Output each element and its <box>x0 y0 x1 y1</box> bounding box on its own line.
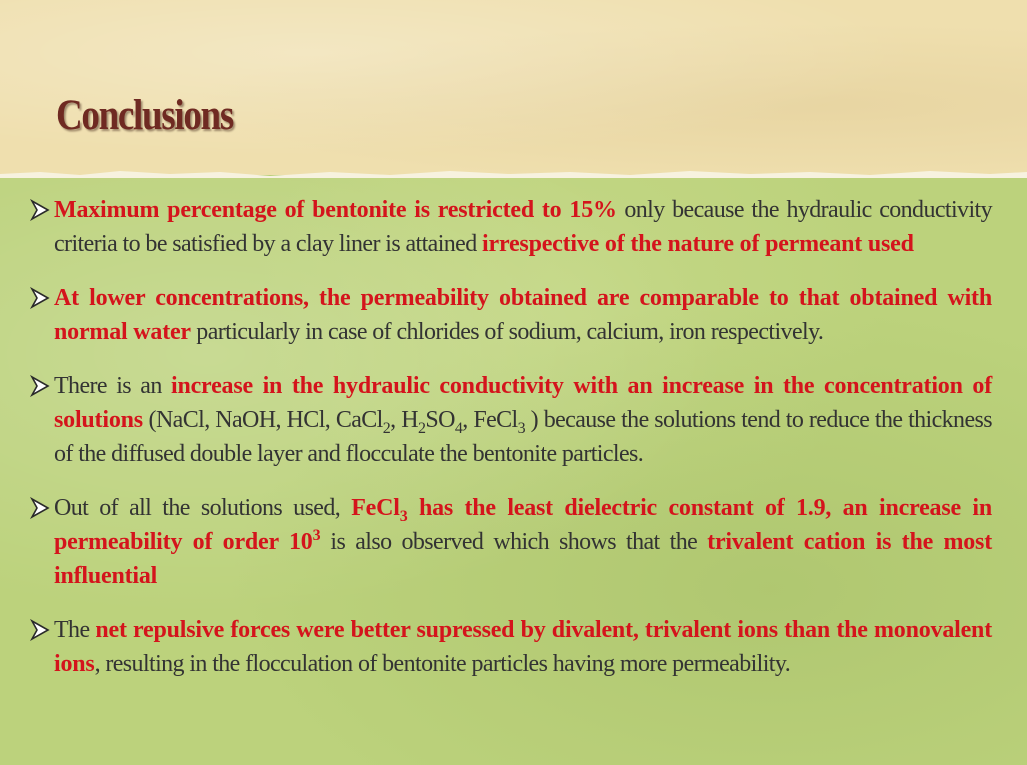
page-title: Conclusions <box>56 92 233 139</box>
bullet-1-highlight-1: Maximum percentage of bentonite is restricted to 15% <box>54 197 617 223</box>
bullet-list <box>30 193 992 701</box>
arrow-bullet-icon <box>30 287 50 309</box>
bullet-4-text-1: is also observed which shows that the <box>320 529 708 555</box>
bullet-4-superscript-1: 3 <box>312 527 321 544</box>
bullet-item-2 <box>30 281 992 349</box>
bullet-1-highlight-2: irrespective of the nature of permeant used <box>482 231 914 257</box>
bullet-2-text-1: particularly in case of chlorides of sodium, calcium, iron respectively. <box>190 319 824 345</box>
arrow-bullet-icon <box>30 497 50 519</box>
bullet-3-text-4: , FeCl <box>462 407 518 433</box>
bullet-5-text-0: The <box>54 617 96 643</box>
bullet-item-1 <box>30 193 992 261</box>
bullet-4-text-0: Out of all the solutions used, <box>54 495 352 521</box>
bullet-item-4 <box>30 491 992 593</box>
bullet-4-highlight-1a: FeCl <box>351 495 400 521</box>
bullet-3-subscript-2: 2 <box>417 419 426 437</box>
bullet-2-highlight-1: At lower concentrations, the permeability obtained are comparable to that obtained with normal water <box>54 285 992 345</box>
bullet-4-highlight-1b: has the least dielectric constant of 1.9, an increase in permeability of order 10 <box>54 495 992 555</box>
bullet-3-subscript-1: 2 <box>382 419 391 437</box>
bullet-4-subscript-1: 3 <box>399 507 408 525</box>
bullet-4-highlight-2: trivalent cation is the most influential <box>54 529 992 589</box>
bullet-3-text-2: , H <box>390 407 418 433</box>
bullet-1-text-1: only because the hydraulic conductivity criteria to be satisfied by a clay liner is attained <box>54 197 992 257</box>
arrow-bullet-icon <box>30 199 50 221</box>
bullet-3-text-3: SO <box>425 407 455 433</box>
arrow-bullet-icon <box>30 375 50 397</box>
arrow-bullet-icon <box>30 619 50 641</box>
bullet-5-text-1: , resulting in the flocculation of bentonite particles having more permeability. <box>94 651 791 677</box>
bullet-3-text-0: There is an <box>54 373 171 399</box>
bullet-item-3 <box>30 369 992 471</box>
bullet-item-5 <box>30 613 992 681</box>
bullet-5-highlight-1: net repulsive forces were better supressed by divalent, trivalent ions than the monovalent ions <box>54 617 992 677</box>
bullet-3-text-1: (NaCl, NaOH, HCl, CaCl <box>142 407 383 433</box>
bullet-3-subscript-4: 3 <box>517 419 525 437</box>
bullet-3-subscript-3: 4 <box>454 419 463 437</box>
bullet-3-text-5: ) because the solutions tend to reduce the thickness of the diffused double layer and flocculate the bentonite particles. <box>54 407 992 467</box>
bullet-3-highlight-1: increase in the hydraulic conductivity with an increase in the concentration of solutions <box>54 373 992 433</box>
